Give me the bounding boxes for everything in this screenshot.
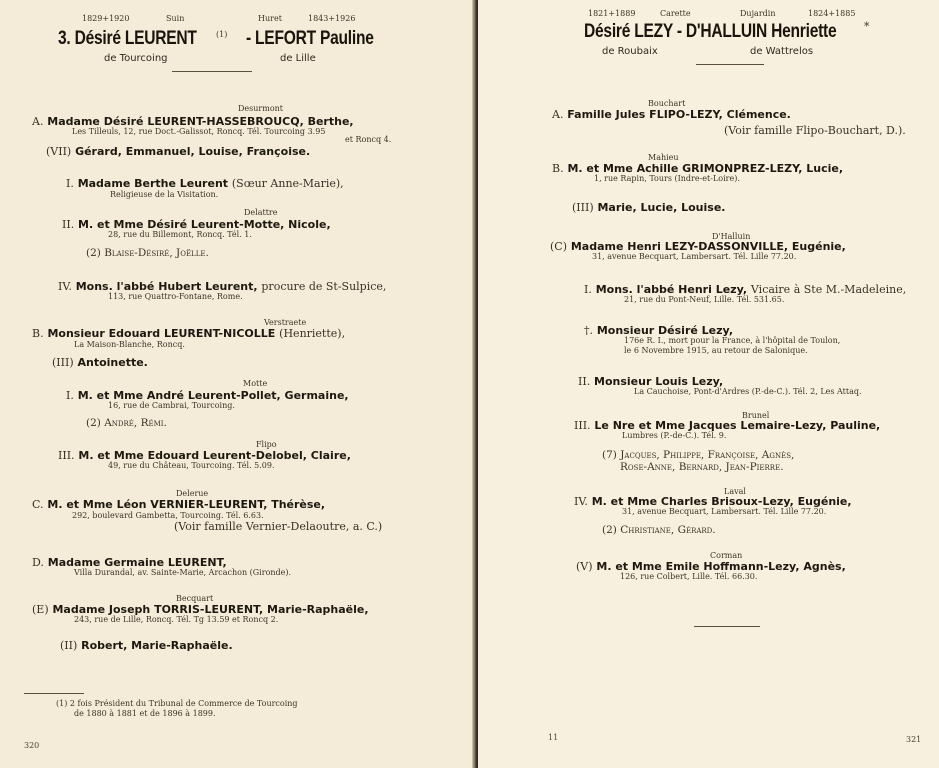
maiden-name: Flipo bbox=[256, 440, 277, 449]
children-line: (VII) Gérard, Emmanuel, Louise, Françoise. bbox=[46, 145, 311, 158]
years-left: 1821+1889 bbox=[588, 9, 636, 18]
address: 243, rue de Lille, Roncq. Tél. Tg 13.59 et Roncq 2. bbox=[74, 615, 279, 624]
entry-line: IV. Mons. l'abbé Hubert Leurent, procure de St-Sulpice, bbox=[58, 280, 387, 293]
family-title: - LEFORT Pauline bbox=[246, 28, 374, 49]
entry-line: B. M. et Mme Achille GRIMONPREZ-LEZY, Lucie, bbox=[552, 162, 844, 175]
origin: de Roubaix bbox=[602, 46, 658, 57]
children-line: (2) Blaise-Désiré, Joëlle. bbox=[86, 247, 209, 259]
address: Lumbres (P.-de-C.). Tél. 9. bbox=[622, 431, 727, 440]
maiden-name: Verstraete bbox=[264, 318, 307, 327]
maiden-name: Delattre bbox=[244, 208, 278, 217]
divider bbox=[696, 64, 764, 65]
maiden-name: Laval bbox=[724, 487, 746, 496]
entry-line: A. Madame Désiré LEURENT-HASSEBROUCQ, Berthe, bbox=[32, 115, 354, 128]
signature-mark: 11 bbox=[548, 733, 559, 742]
entry-line: †. Monsieur Désiré Lezy, bbox=[584, 324, 734, 337]
address: Villa Durandal, av. Sainte-Marie, Arcachon (Gironde). bbox=[74, 568, 292, 577]
children-line: (III) Marie, Lucie, Louise. bbox=[572, 201, 726, 214]
address: La Maison-Blanche, Roncq. bbox=[74, 340, 185, 349]
origin: de Wattrelos bbox=[750, 46, 814, 57]
divider bbox=[172, 71, 252, 72]
maiden-name: Desurmont bbox=[238, 104, 283, 113]
address: 16, rue de Cambrai, Tourcoing. bbox=[108, 401, 235, 410]
entry-line: I. M. et Mme André Leurent-Pollet, Germaine, bbox=[66, 389, 349, 402]
address: 28, rue du Billemont, Roncq. Tél. 1. bbox=[108, 230, 252, 239]
maiden-name: Brunel bbox=[742, 411, 770, 420]
entry-line: I. Mons. l'abbé Henri Lezy, Vicaire à Ste M.-Madeleine, bbox=[584, 283, 907, 296]
entry-line: II. M. et Mme Désiré Leurent-Motte, Nicole, bbox=[62, 218, 331, 231]
address: 21, rue du Pont-Neuf, Lille. Tél. 531.65. bbox=[624, 295, 785, 304]
entry-line: I. Madame Berthe Leurent (Sœur Anne-Marie), bbox=[66, 177, 344, 190]
title-asterisk: * bbox=[864, 20, 870, 33]
children-line: (II) Robert, Marie-Raphaële. bbox=[60, 639, 233, 652]
children-line: Rose-Anne, Bernard, Jean-Pierre. bbox=[620, 461, 784, 473]
entry-line: (V) M. et Mme Emile Hoffmann-Lezy, Agnès, bbox=[576, 560, 846, 573]
origin: de Lille bbox=[280, 53, 316, 64]
parent-name: Carette bbox=[660, 9, 691, 18]
address: 176e R. I., mort pour la France, à l'hôpital de Toulon, bbox=[624, 336, 841, 345]
address: 292, boulevard Gambetta, Tourcoing. Tél. 6.63. bbox=[72, 511, 264, 520]
years-left: 1829+1920 bbox=[82, 14, 130, 23]
address: 113, rue Quattro-Fontane, Rome. bbox=[108, 292, 243, 301]
family-title: 3. Désiré LEURENT bbox=[58, 28, 197, 49]
page-number: 321 bbox=[906, 735, 922, 744]
right-page bbox=[478, 0, 939, 768]
entry-line: D. Madame Germaine LEURENT, bbox=[32, 556, 227, 569]
address: le 6 Novembre 1915, au retour de Salonique. bbox=[624, 346, 808, 355]
maiden-name: Delerue bbox=[176, 489, 209, 498]
parent-name: Suin bbox=[166, 14, 185, 23]
children-line: (2) Christiane, Gérard. bbox=[602, 524, 716, 536]
years-right: 1843+1926 bbox=[308, 14, 356, 23]
children-line: (2) André, Rémi. bbox=[86, 417, 167, 429]
entry-line: C. M. et Mme Léon VERNIER-LEURENT, Thérèse, bbox=[32, 498, 326, 511]
address: 126, rue Colbert, Lille. Tél. 66.30. bbox=[620, 572, 758, 581]
entry-line: (C) Madame Henri LEZY-DASSONVILLE, Eugénie, bbox=[550, 240, 846, 253]
page-number: 320 bbox=[24, 741, 40, 750]
entry-line: III. Le Nre et Mme Jacques Lemaire-Lezy, Pauline, bbox=[574, 419, 881, 432]
parent-name: Dujardin bbox=[740, 9, 776, 18]
footnote: (1) 2 fois Président du Tribunal de Commerce de Tourcoing bbox=[56, 699, 298, 708]
entry-line: B. Monsieur Edouard LEURENT-NICOLLE (Henriette), bbox=[32, 327, 346, 340]
entry-line: IV. M. et Mme Charles Brisoux-Lezy, Eugénie, bbox=[574, 495, 852, 508]
entry-line: A. Famille Jules FLIPO-LEZY, Clémence. bbox=[552, 108, 791, 121]
maiden-name: Corman bbox=[710, 551, 743, 560]
entry-line: III. M. et Mme Edouard Leurent-Delobel, Claire, bbox=[58, 449, 351, 462]
address: et Roncq 4. bbox=[345, 135, 392, 144]
children-line: (III) Antoinette. bbox=[52, 356, 148, 369]
entry-line: (E) Madame Joseph TORRIS-LEURENT, Marie-Raphaële, bbox=[32, 603, 369, 616]
entry-line: II. Monsieur Louis Lezy, bbox=[578, 375, 724, 388]
parent-name: Huret bbox=[258, 14, 282, 23]
divider bbox=[694, 626, 760, 627]
footnote: de 1880 à 1881 et de 1896 à 1899. bbox=[74, 709, 216, 718]
maiden-name: D'Halluin bbox=[712, 232, 751, 241]
address: 31, avenue Becquart, Lambersart. Tél. Lille 77.20. bbox=[592, 252, 797, 261]
children-line: (7) Jacques, Philippe, Françoise, Agnès, bbox=[602, 449, 795, 461]
address: Les Tilleuls, 12, rue Doct.-Galissot, Roncq. Tél. Tourcoing 3.95 bbox=[72, 127, 326, 136]
maiden-name: Bouchart bbox=[648, 99, 686, 108]
see-reference: (Voir famille Vernier-Delaoutre, a. C.) bbox=[174, 520, 383, 533]
address: 1, rue Rapin, Tours (Indre-et-Loire). bbox=[594, 174, 740, 183]
maiden-name: Becquart bbox=[176, 594, 214, 603]
footnote-divider bbox=[24, 693, 84, 694]
address: Religieuse de la Visitation. bbox=[110, 190, 219, 199]
origin: de Tourcoing bbox=[104, 53, 168, 64]
address: La Cauchoise, Pont-d'Ardres (P.-de-C.). Tél. 2, Les Attaq. bbox=[634, 387, 862, 396]
footnote-mark: (1) bbox=[216, 30, 228, 39]
see-reference: (Voir famille Flipo-Bouchart, D.). bbox=[724, 124, 906, 137]
maiden-name: Mahieu bbox=[648, 153, 679, 162]
address: 49, rue du Château, Tourcoing. Tél. 5.09. bbox=[108, 461, 275, 470]
address: 31, avenue Becquart, Lambersart. Tél. Lille 77.20. bbox=[622, 507, 827, 516]
years-right: 1824+1885 bbox=[808, 9, 856, 18]
family-title: Désiré LEZY - D'HALLUIN Henriette bbox=[584, 21, 837, 42]
maiden-name: Motte bbox=[243, 379, 268, 388]
